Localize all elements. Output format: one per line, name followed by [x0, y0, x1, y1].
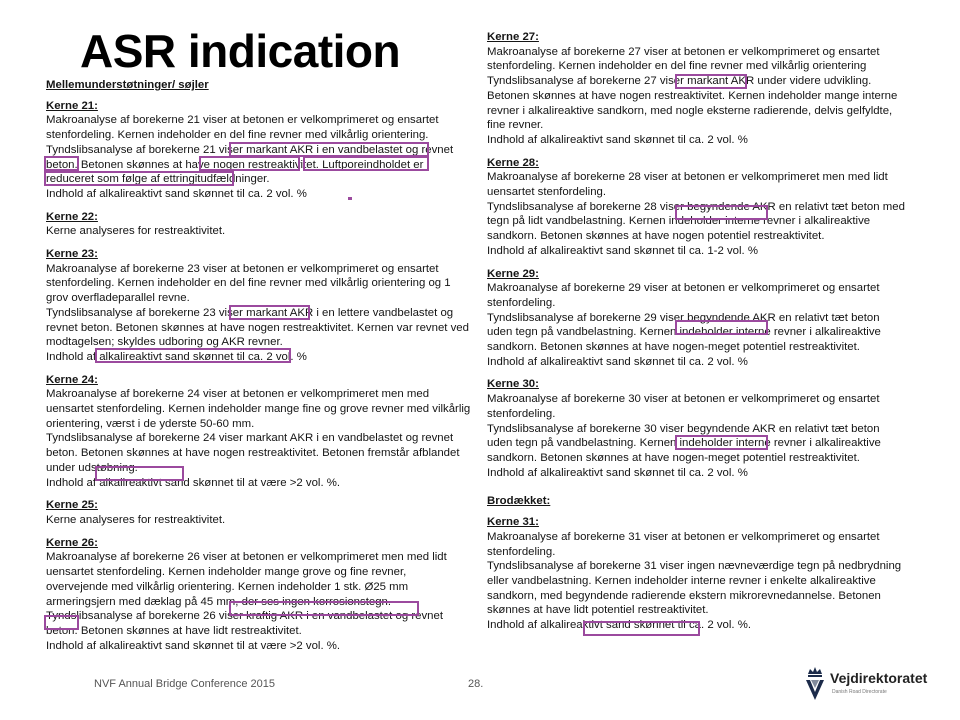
kerne-text-line: Tyndslibsanalyse af borekerne 21 viser markant AKR i en vandbelastet og revnet	[46, 143, 454, 156]
right-document-scan	[487, 30, 907, 641]
kerne-text-line: stenfordeling.	[487, 407, 556, 420]
kerne-text-line: sandkorn. Betonen skønnes at have nogen-meget potentiel restreaktivitet.	[487, 451, 860, 464]
kerne-text-line: reduceret som følge af ettringitudfældninger.	[46, 173, 270, 186]
kerne-title: Kerne 27:	[487, 31, 539, 43]
kerne-title: Kerne 26:	[46, 536, 98, 549]
kerne-text-line: uensartet stenfordeling.	[487, 186, 607, 199]
kerne-block	[46, 247, 469, 365]
highlight-mark	[348, 197, 352, 200]
footer-conference: NVF Annual Bridge Conference 2015	[94, 678, 276, 690]
kerne-text-line: Betonen skønnes at have nogen restreaktivitet. Kernen indeholder mange interne	[487, 89, 898, 102]
kerne-text-line: uden tegn på vandbelastning. Kernen indeholder interne revner i alkalireaktive	[487, 326, 881, 339]
kerne-text-line: stenfordeling.	[487, 296, 556, 309]
kerne-text-line: skønnes at have lidt potentiel restreaktivitet.	[487, 604, 709, 617]
logo-name: Vejdirektoratet	[830, 670, 928, 686]
kerne-text-line: Indhold af alkalireaktivt sand skønnet til ca. 2 vol. %.	[487, 619, 752, 632]
kerne-text-line: Makroanalyse af borekerne 28 viser at betonen er velkomprimeret men med lidt	[487, 171, 888, 184]
kerne-title: Kerne 31:	[487, 516, 539, 529]
kerne-text-line: beton. Betonen skønnes at have lidt restreaktivitet.	[46, 624, 302, 637]
kerne-text-line: Makroanalyse af borekerne 29 viser at betonen er velkomprimeret og ensartet	[487, 282, 880, 295]
kerne-text-line: stenfordeling. Kernen indeholder en del fine revner med vilkårlig orientering.	[46, 129, 429, 142]
kerne-block	[487, 156, 907, 259]
kerne-text-line: sandkorn, med begyndende radierende ekstern mikrorevnedannelse. Betonen	[487, 589, 881, 602]
kerne-text-line: Indhold af alkalireaktivt sand skønnet til ca. 2 vol. %	[46, 187, 307, 200]
kerne-text-line: Makroanalyse af borekerne 26 viser at betonen er velkomprimeret men med lidt	[46, 551, 447, 564]
kerne-list	[46, 99, 471, 654]
kerne-text-line: Kerne analyseres for restreaktivitet.	[46, 225, 226, 238]
kerne-block	[487, 30, 907, 148]
left-document-scan	[46, 78, 471, 661]
kerne-text-line: Tyndslibsanalyse af borekerne 28 viser begyndende AKR en relativt tæt beton med	[487, 200, 905, 213]
kerne-text-line: Indhold af alkalireaktivt sand skønnet til ca. 2 vol. %	[46, 350, 307, 363]
kerne-text-line: sandkorn. Betonen skønnes at have nogen-meget potentiel restreaktivitet.	[487, 341, 860, 354]
kerne-text-line: beton. Betonen skønnes at have nogen restreaktivitet. Betonen fremstår afblandet	[46, 447, 460, 460]
kerne-title: Kerne 30:	[487, 378, 539, 391]
kerne-text-line: Kerne analyseres for restreaktivitet.	[46, 513, 226, 526]
kerne-text-line: Tyndslibsanalyse af borekerne 31 viser ingen nævneværdige tegn på nedbrydning	[487, 560, 902, 573]
kerne-text-line: Tyndslibsanalyse af borekerne 23 viser markant AKR i en lettere vandbelastet og	[46, 306, 454, 319]
kerne-text-line: overvejende med vilkårlig orientering. Kernen indeholder 1 stk. Ø25 mm	[46, 580, 409, 593]
logo-subtitle: Danish Road Directorate	[832, 689, 887, 695]
kerne-text-line: stenfordeling.	[487, 545, 556, 558]
kerne-text-line: uensartet stenfordeling. Kernen indeholder mange grove og fine revner,	[46, 566, 407, 579]
kerne-text-line: Indhold af alkalireaktivt sand skønnet til at være >2 vol. %.	[46, 639, 341, 652]
kerne-block	[46, 210, 456, 239]
kerne-text-line: uensartet stenfordeling. Kernen indeholder mange fine og grove revner med vilkårlig	[46, 403, 471, 416]
kerne-text-line: stenfordeling. Kernen indeholder en del fine revner med vilkårlig orientering og 1	[46, 277, 451, 290]
kerne-text-line: Tyndslibsanalyse af borekerne 30 viser begyndende AKR en relativt tæt beton	[487, 422, 880, 435]
kerne-text-line: Tyndslibsanalyse af borekerne 26 viser kraftig AKR i en vandbelastet og revnet	[46, 610, 443, 623]
kerne-text-line: tegn på lidt vandbelastning. Kernen indeholder interne revner i alkalireaktive	[487, 215, 871, 228]
kerne-title: Kerne 28:	[487, 156, 539, 169]
kerne-text-line: Indhold af alkalireaktivt sand skønnet til at være >2 vol. %.	[46, 476, 341, 489]
kerne-block	[487, 515, 907, 633]
kerne-text-line: Tyndslibsanalyse af borekerne 27 viser markant AKR under videre udvikling.	[487, 75, 872, 88]
kerne-text-line: Makroanalyse af borekerne 31 viser at betonen er velkomprimeret og ensartet	[487, 530, 880, 543]
section-heading: Mellemunderstøtninger/ søjler	[46, 79, 209, 91]
kerne-text-line: stenfordeling. Kernen indeholder en del fine revner med vilkårlig orientering	[487, 60, 867, 73]
kerne-text-line: Makroanalyse af borekerne 23 viser at betonen er velkomprimeret og ensartet	[46, 262, 439, 275]
kerne-text-line: grov overfladeparallel revne.	[46, 292, 190, 305]
crown-v-shield-icon	[804, 666, 826, 702]
kerne-text-line: revner i alkalireaktive sandkorn, med nogle eksterne radierende, delvis gelfyldte,	[487, 104, 893, 117]
kerne-title: Kerne 25:	[46, 499, 98, 512]
kerne-text-line: sandkorn. Betonen skønnes at have nogen potentiel restreaktivitet.	[487, 230, 825, 243]
kerne-text-line: Makroanalyse af borekerne 21 viser at betonen er velkomprimeret og ensartet	[46, 114, 439, 127]
kerne-text-line: under udstøbning.	[46, 461, 138, 474]
kerne-text-line: Tyndslibsanalyse af borekerne 29 viser begyndende AKR en relativt tæt beton	[487, 311, 880, 324]
kerne-block	[487, 267, 907, 370]
kerne-text-line: modtagelsen; skyldes udboring og AKR revner.	[46, 336, 283, 349]
kerne-text-line: Indhold af alkalireaktivt sand skønnet til ca. 2 vol. %	[487, 355, 748, 368]
kerne-block	[46, 99, 456, 202]
section-heading: Brodækket:	[487, 495, 551, 508]
kerne-text-line: beton. Betonen skønnes at have nogen restreaktivitet. Luftporeindholdet er	[46, 158, 424, 171]
kerne-block	[46, 373, 471, 491]
kerne-text-line: Indhold af alkalireaktivt sand skønnet til ca. 2 vol. %	[487, 466, 748, 479]
kerne-title: Kerne 23:	[46, 248, 98, 261]
kerne-text-line: uden tegn på vandbelastning. Kernen indeholder interne revner i alkalireaktive	[487, 437, 881, 450]
kerne-block	[46, 498, 456, 527]
kerne-block	[46, 536, 456, 654]
kerne-list	[487, 515, 907, 633]
footer-page-number: 28.	[468, 678, 484, 690]
kerne-text-line: armeringsjern med dæklag på 45 mm, der ses ingen korrosionstegn.	[46, 595, 392, 608]
kerne-text-line: Makroanalyse af borekerne 24 viser at betonen er velkomprimeret men med	[46, 388, 430, 401]
vejdirektoratet-logo	[804, 664, 954, 704]
kerne-text-line: Makroanalyse af borekerne 30 viser at betonen er velkomprimeret og ensartet	[487, 393, 880, 406]
kerne-title: Kerne 21:	[46, 99, 98, 112]
kerne-text-line: Makroanalyse af borekerne 27 viser at betonen er velkomprimeret og ensartet	[487, 45, 880, 58]
kerne-title: Kerne 29:	[487, 267, 539, 280]
kerne-title: Kerne 24:	[46, 373, 98, 386]
kerne-block	[487, 377, 907, 480]
kerne-text-line: Indhold af alkalireaktivt sand skønnet til ca. 2 vol. %	[487, 133, 748, 146]
slide-title: ASR indication	[80, 25, 401, 77]
kerne-text-line: orientering, værst i de yderste 50-60 mm.	[46, 417, 255, 430]
kerne-text-line: fine revner.	[487, 119, 544, 132]
kerne-list	[487, 30, 907, 480]
kerne-text-line: Indhold af alkalireaktivt sand skønnet til ca. 1-2 vol. %	[487, 244, 758, 257]
kerne-text-line: Tyndslibsanalyse af borekerne 24 viser markant AKR i en vandbelastet og revnet	[46, 432, 454, 445]
kerne-text-line: revnet beton. Betonen skønnes at have nogen restreaktivitet. Kernen var revnet ved	[46, 321, 469, 334]
kerne-text-line: eller vandbelastning. Kernen indeholder interne revner i enkelte alkalireaktive	[487, 574, 876, 587]
kerne-title: Kerne 22:	[46, 210, 98, 223]
